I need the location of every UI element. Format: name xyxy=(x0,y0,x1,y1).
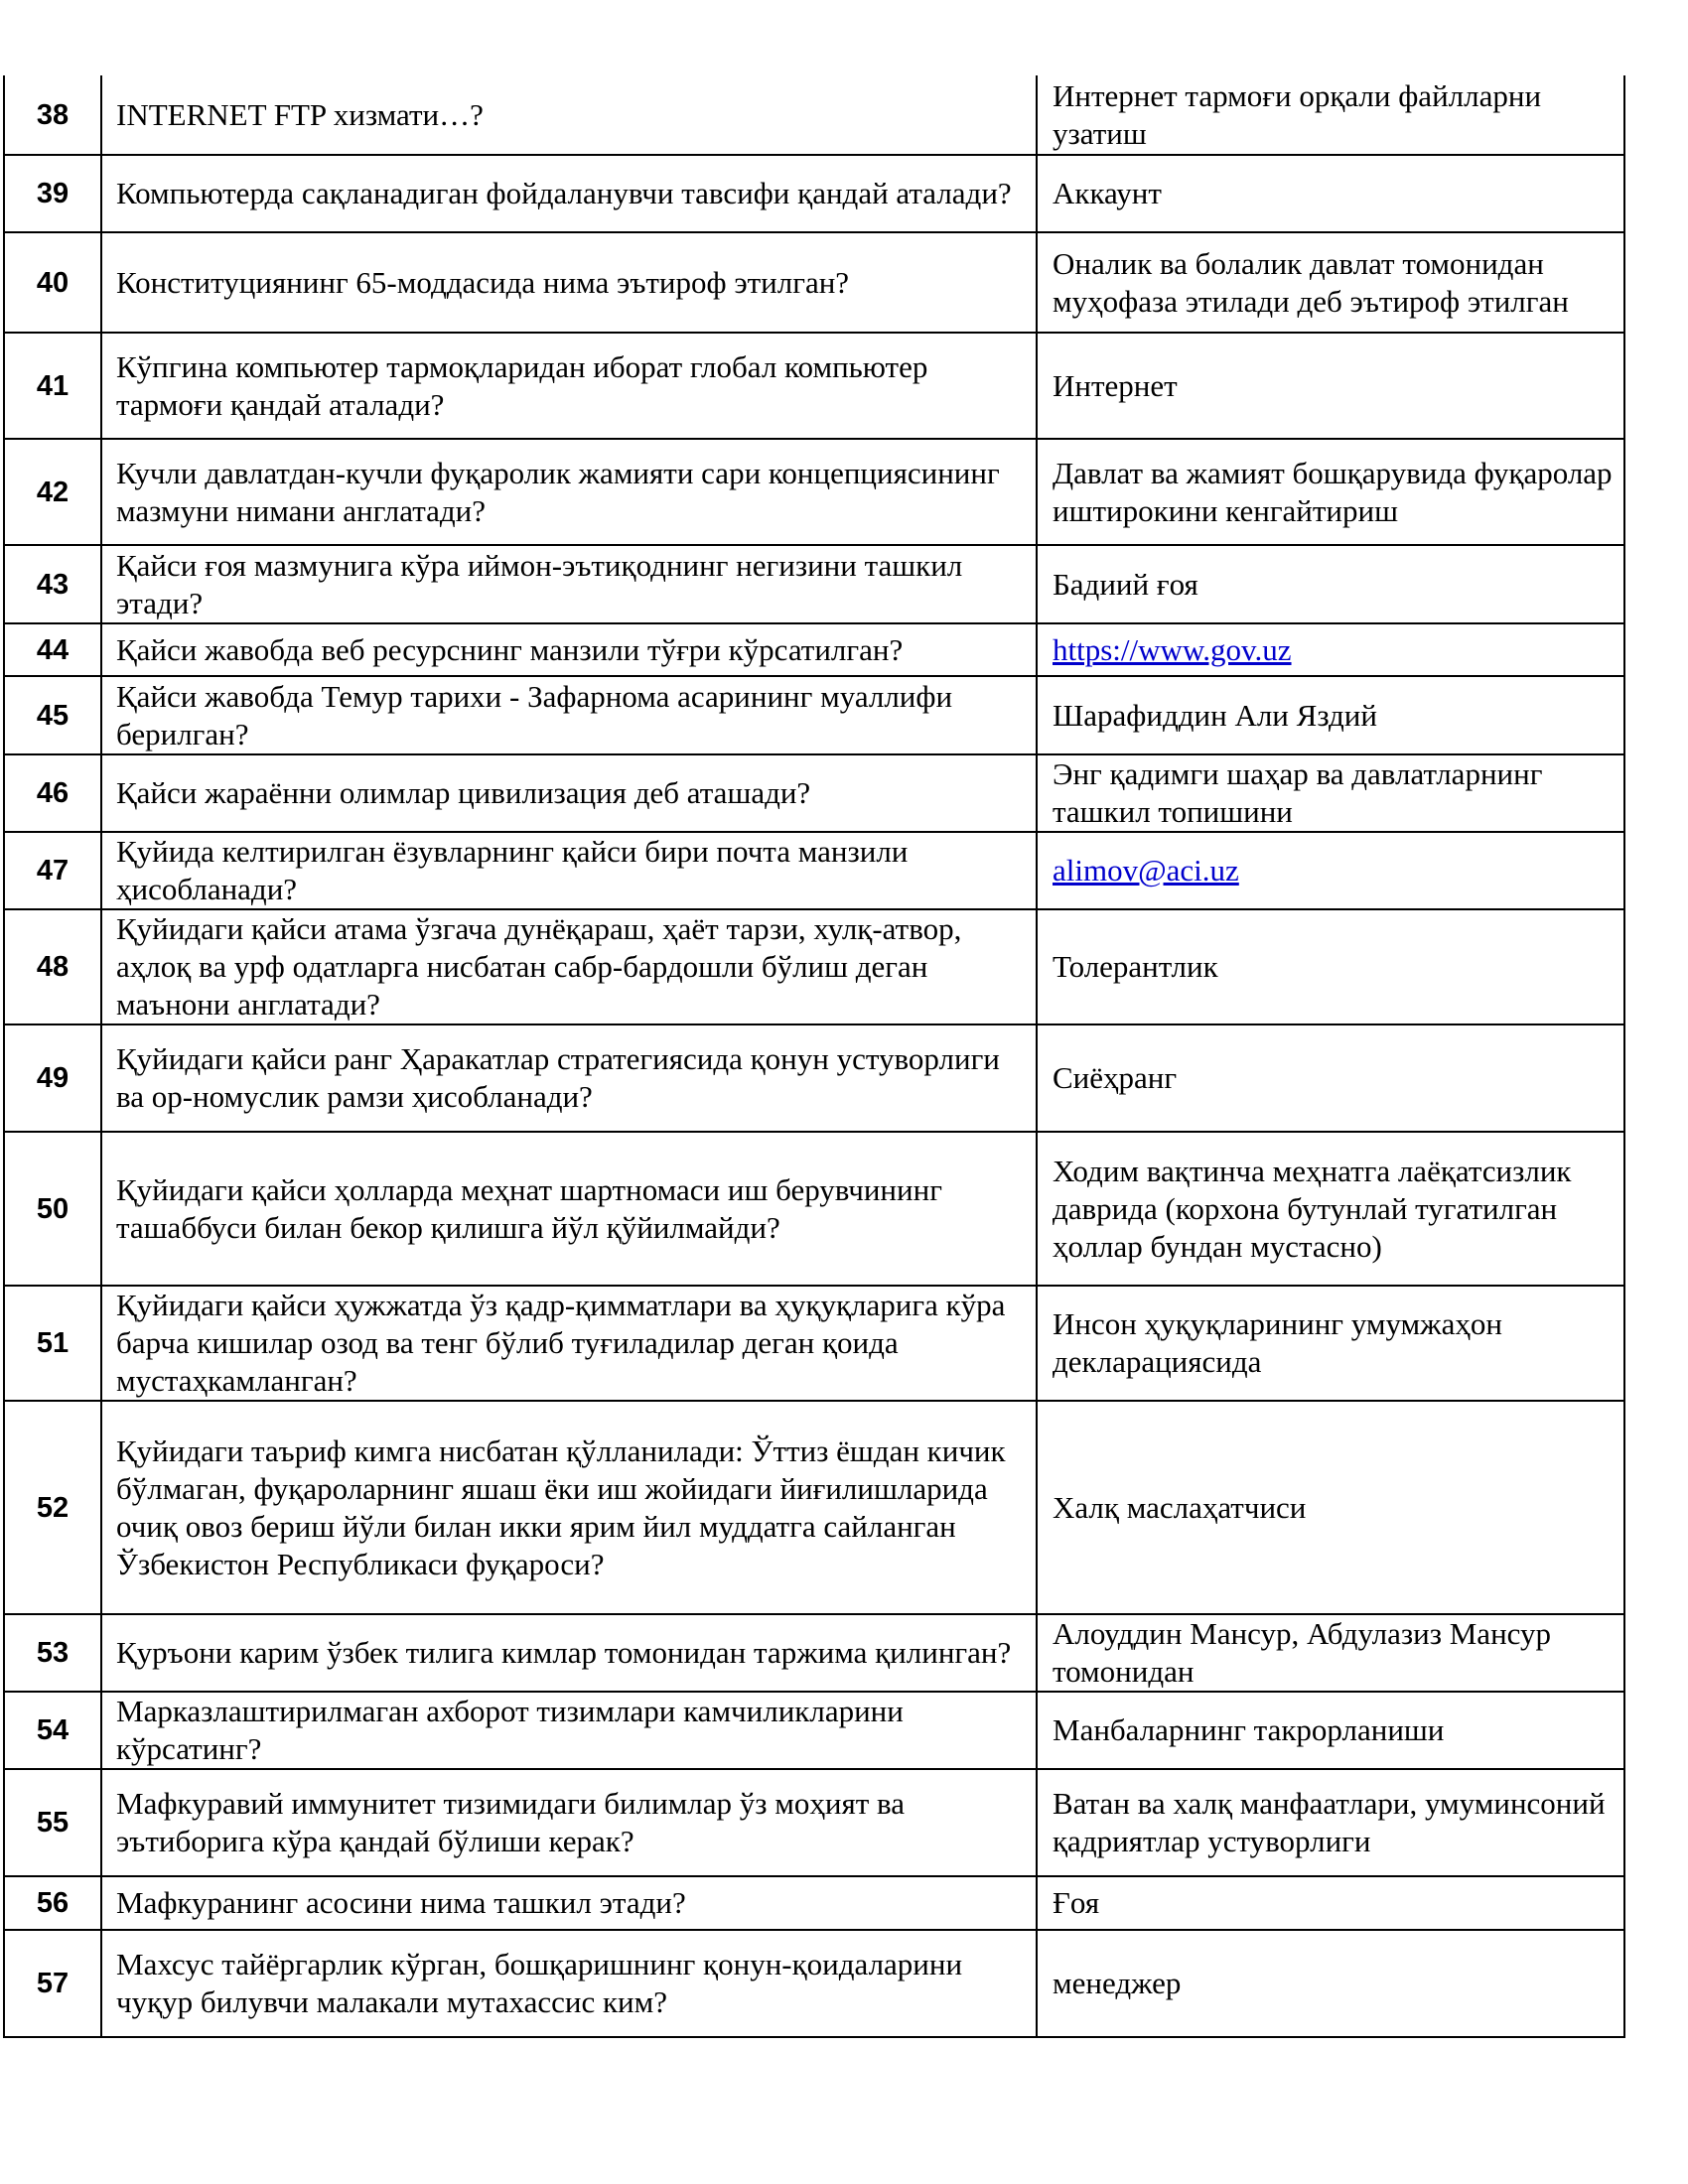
answer-cell: Манбаларнинг такрорланиши xyxy=(1037,1692,1624,1769)
question-cell: Қуйида келтирилган ёзувларнинг қайси бири почта манзили ҳисобланади? xyxy=(101,832,1037,909)
website-link[interactable]: https://www.gov.uz xyxy=(1053,631,1292,667)
answer-cell: Оналик ва болалик давлат томонидан муҳофаза этилади деб эътироф этилган xyxy=(1037,232,1624,333)
row-number: 52 xyxy=(4,1401,101,1614)
row-number: 48 xyxy=(4,909,101,1024)
table-row xyxy=(4,232,1624,333)
row-number: 46 xyxy=(4,754,101,832)
answer-cell: Сиёҳранг xyxy=(1037,1024,1624,1132)
table-row xyxy=(4,1614,1624,1692)
table-row xyxy=(4,1024,1624,1132)
row-number: 42 xyxy=(4,439,101,545)
answer-cell: Бадиий ғоя xyxy=(1037,545,1624,623)
question-cell: Компьютерда сақланадиган фойдаланувчи тавсифи қандай аталади? xyxy=(101,155,1037,232)
question-cell: Қайси ғоя мазмунига кўра иймон-эътиқоднинг негизини ташкил этади? xyxy=(101,545,1037,623)
question-cell: Қуйидаги қайси атама ўзгача дунёқараш, ҳаёт тарзи, хулқ-атвор, аҳлоқ ва урф одатларга нисбатан сабр-бардошли бўлиш деган маънони англатади? xyxy=(101,909,1037,1024)
answer-cell: Шарафиддин Али Яздий xyxy=(1037,676,1624,754)
question-cell: Махсус тайёргарлик кўрган, бошқаришнинг қонун-қоидаларини чуқур билувчи малакали мутахассис ким? xyxy=(101,1930,1037,2037)
row-number: 51 xyxy=(4,1286,101,1401)
email-link[interactable]: alimov@aci.uz xyxy=(1053,853,1239,887)
row-number: 53 xyxy=(4,1614,101,1692)
table-row xyxy=(4,1769,1624,1876)
table-row xyxy=(4,832,1624,909)
questions-table xyxy=(3,75,1625,2038)
question-cell: Кучли давлатдан-кучли фуқаролик жамияти сари концепциясининг мазмуни нимани англатади? xyxy=(101,439,1037,545)
row-number: 38 xyxy=(4,75,101,155)
question-cell: Конституциянинг 65-моддасида нима эътироф этилган? xyxy=(101,232,1037,333)
table-row xyxy=(4,676,1624,754)
question-cell: Қуйидаги қайси ҳужжатда ўз қадр-қимматлари ва ҳуқуқларига кўра барча кишилар озод ва тенг бўлиб туғиладилар деган қоида мустаҳкамланган? xyxy=(101,1286,1037,1401)
row-number: 47 xyxy=(4,832,101,909)
question-cell: INTERNET FTP хизмати…? xyxy=(101,75,1037,155)
question-cell: Қайси жавобда веб ресурснинг манзили тўғри кўрсатилган? xyxy=(101,623,1037,676)
table-row xyxy=(4,75,1624,155)
question-cell: Қайси жараённи олимлар цивилизация деб аташади? xyxy=(101,754,1037,832)
row-number: 57 xyxy=(4,1930,101,2037)
table-row xyxy=(4,1692,1624,1769)
table-row xyxy=(4,1286,1624,1401)
table-row xyxy=(4,623,1624,676)
table-row xyxy=(4,1876,1624,1930)
row-number: 50 xyxy=(4,1132,101,1286)
question-cell: Кўпгина компьютер тармоқларидан иборат глобал компьютер тармоғи қандай аталади? xyxy=(101,333,1037,439)
question-cell: Мафкуравий иммунитет тизимидаги билимлар ўз моҳият ва эътиборига кўра қандай бўлиши керак? xyxy=(101,1769,1037,1876)
question-cell: Қайси жавобда Темур тарихи - Зафарнома асарининг муаллифи берилган? xyxy=(101,676,1037,754)
row-number: 43 xyxy=(4,545,101,623)
answer-cell: Алоуддин Мансур, Абдулазиз Мансур томонидан xyxy=(1037,1614,1624,1692)
answer-cell xyxy=(1037,623,1624,676)
table-row xyxy=(4,754,1624,832)
answer-cell: Инсон ҳуқуқларининг умумжаҳон декларациясида xyxy=(1037,1286,1624,1401)
answer-cell: Ходим вақтинча меҳнатга лаёқатсизлик даврида (корхона бутунлай тугатилган ҳоллар бундан мустасно) xyxy=(1037,1132,1624,1286)
row-number: 39 xyxy=(4,155,101,232)
answer-cell: Давлат ва жамият бошқарувида фуқаролар иштирокини кенгайтириш xyxy=(1037,439,1624,545)
answer-cell: Энг қадимги шаҳар ва давлатларнинг ташкил топишини xyxy=(1037,754,1624,832)
row-number: 55 xyxy=(4,1769,101,1876)
table-row xyxy=(4,439,1624,545)
table-row xyxy=(4,333,1624,439)
answer-cell: Аккаунт xyxy=(1037,155,1624,232)
answer-cell: менеджер xyxy=(1037,1930,1624,2037)
table-row xyxy=(4,155,1624,232)
row-number: 41 xyxy=(4,333,101,439)
question-cell: Қуйидаги қайси ранг Ҳаракатлар стратегиясида қонун устуворлиги ва ор-номуслик рамзи ҳисобланади? xyxy=(101,1024,1037,1132)
table-row xyxy=(4,1930,1624,2037)
table-row xyxy=(4,1401,1624,1614)
row-number: 40 xyxy=(4,232,101,333)
answer-cell: Интернет тармоғи орқали файлларни узатиш xyxy=(1037,75,1624,155)
answer-cell: Ватан ва халқ манфаатлари, умуминсоний қадриятлар устуворлиги xyxy=(1037,1769,1624,1876)
answer-cell: Ғоя xyxy=(1037,1876,1624,1930)
answer-cell: Халқ маслаҳатчиси xyxy=(1037,1401,1624,1614)
table-row xyxy=(4,545,1624,623)
table-row xyxy=(4,1132,1624,1286)
answer-cell: Толерантлик xyxy=(1037,909,1624,1024)
question-cell: Қуйидаги қайси ҳолларда меҳнат шартномаси иш берувчининг ташаббуси билан бекор қилишга йўл қўйилмайди? xyxy=(101,1132,1037,1286)
answer-cell: Интернет xyxy=(1037,333,1624,439)
row-number: 54 xyxy=(4,1692,101,1769)
row-number: 56 xyxy=(4,1876,101,1930)
answer-cell xyxy=(1037,832,1624,909)
row-number: 45 xyxy=(4,676,101,754)
table-row xyxy=(4,909,1624,1024)
question-cell: Қуйидаги таъриф кимга нисбатан қўлланилади: Ўттиз ёшдан кичик бўлмаган, фуқароларнинг яшаш ёки иш жойидаги йиғилишларида очиқ овоз бериш йўли билан икки ярим йил муддатга сайланган Ўзбекистон Республикаси фуқароси? xyxy=(101,1401,1037,1614)
question-cell: Марказлаштирилмаган ахборот тизимлари камчиликларини кўрсатинг? xyxy=(101,1692,1037,1769)
row-number: 44 xyxy=(4,623,101,676)
question-cell: Қуръони карим ўзбек тилига кимлар томонидан таржима қилинган? xyxy=(101,1614,1037,1692)
row-number: 49 xyxy=(4,1024,101,1132)
question-cell: Мафкуранинг асосини нима ташкил этади? xyxy=(101,1876,1037,1930)
